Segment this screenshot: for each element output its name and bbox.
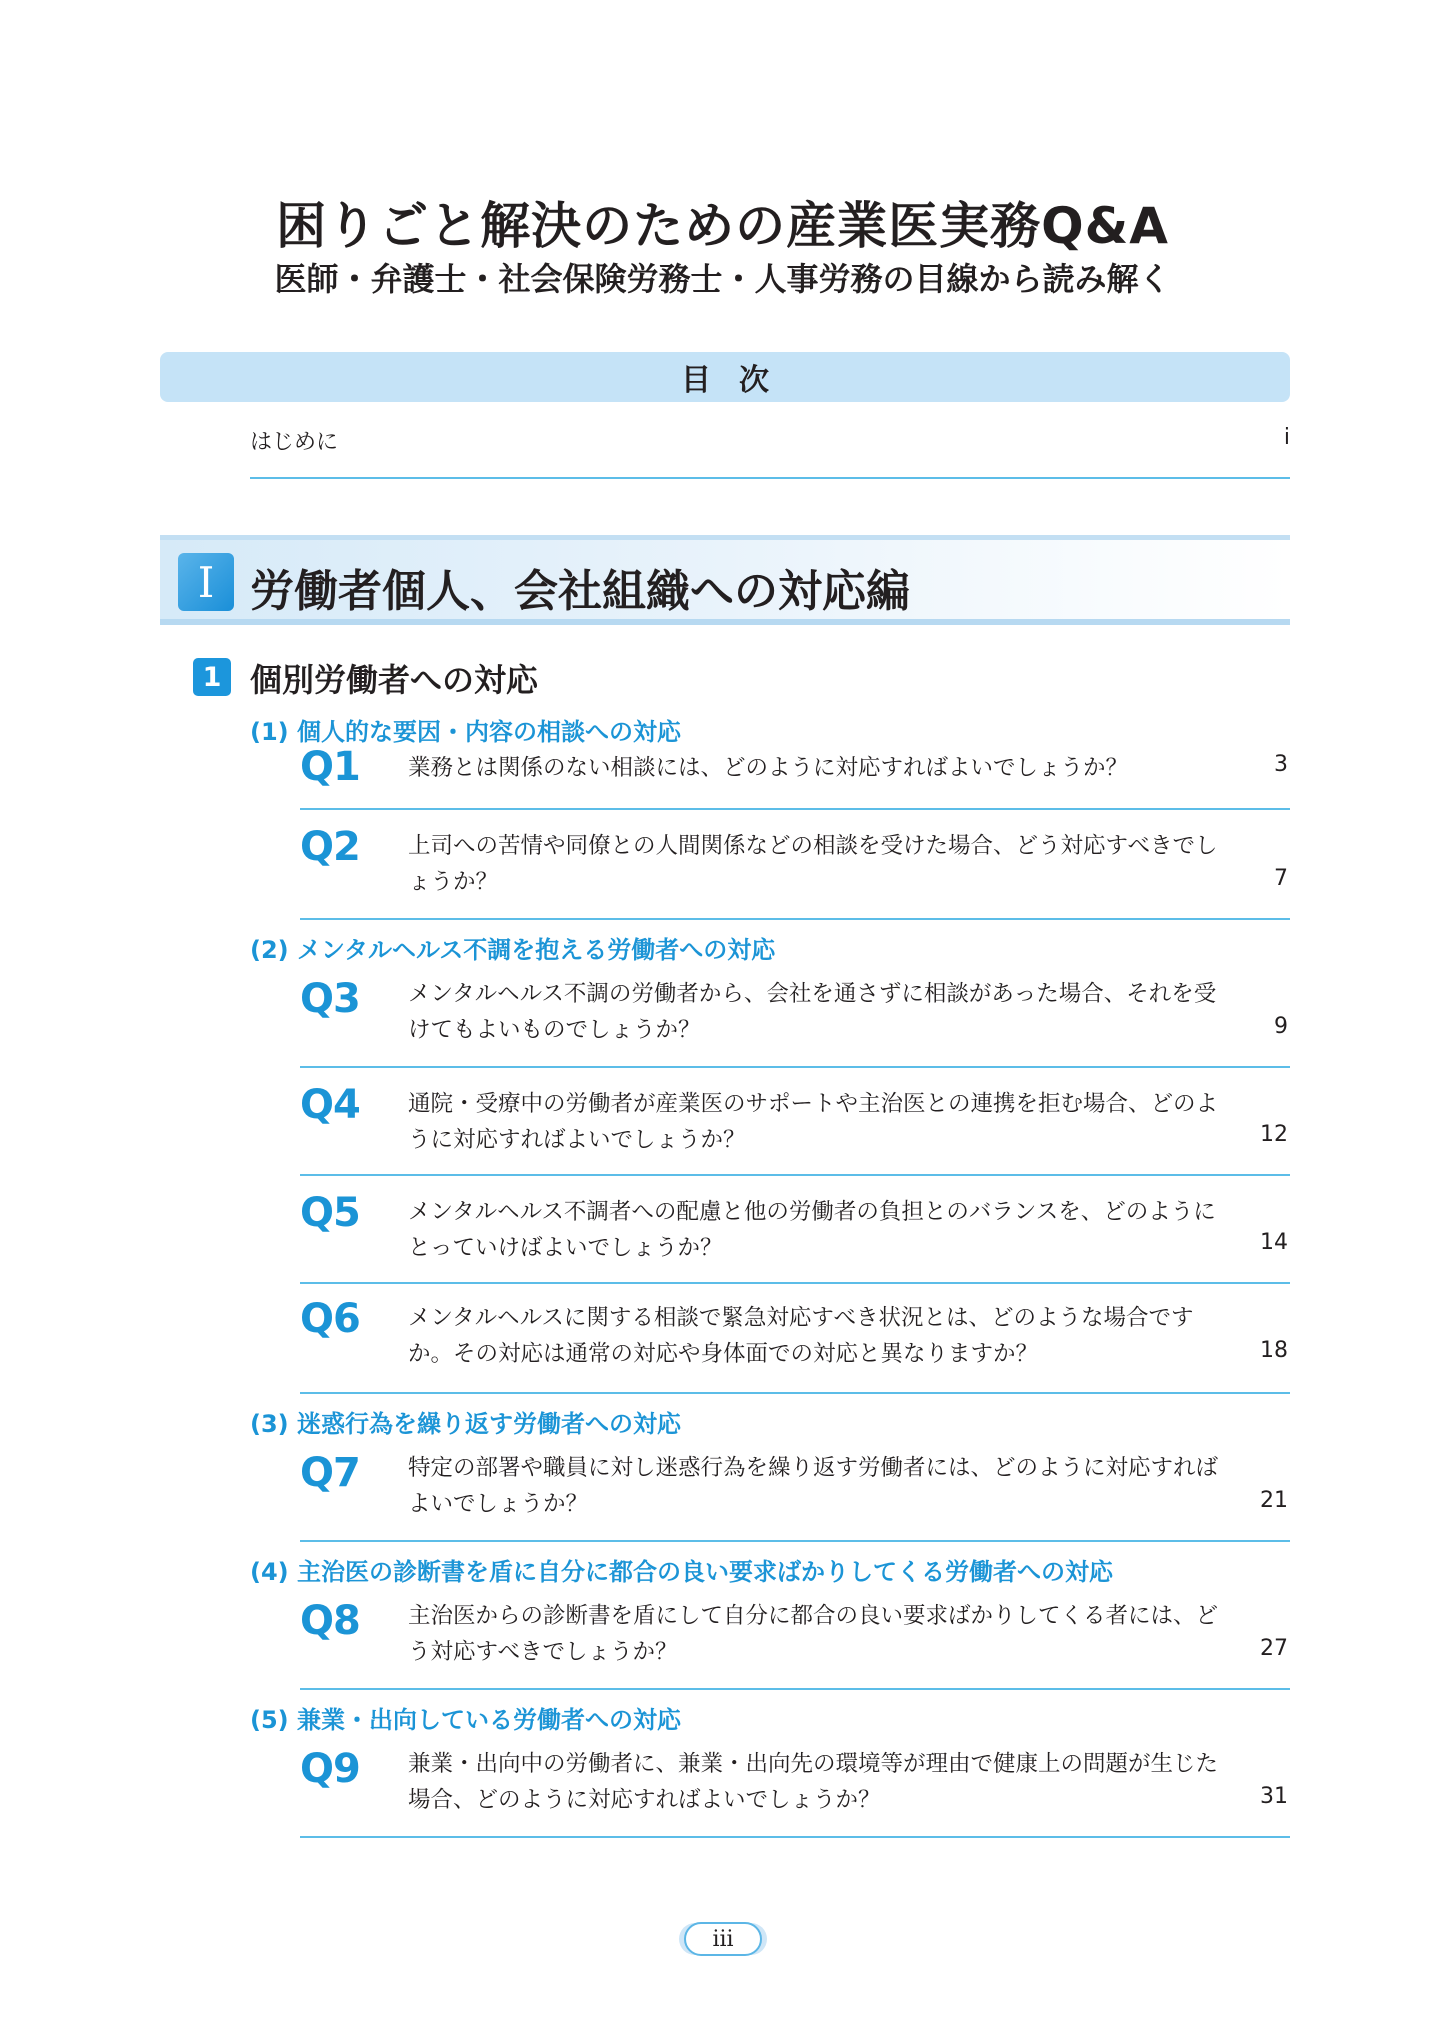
question-number: Q8 [300,1598,360,1644]
chapter-title: 個別労働者への対応 [250,661,539,699]
question-text: 特定の部署や職員に対し迷惑行為を繰り返す労働者には、どのように対応すればよいでしょうか？ [408,1455,1219,1517]
question-text: メンタルヘルスに関する相談で緊急対応すべき状況とは、どのような場合ですか。その対応は通常の対応や身体面での対応と異なりますか？ [408,1305,1194,1367]
toc-entry-q9[interactable] [300,1738,1290,1838]
toc-header-bar [160,352,1290,402]
question-number: Q5 [300,1190,360,1236]
question-number: Q1 [300,744,360,790]
question-text: 業務とは関係のない相談には、どのように対応すればよいでしょうか？ [408,755,1129,781]
toc-entry-q1[interactable] [300,744,1290,810]
toc-entry-q8[interactable] [300,1590,1290,1690]
question-text: メンタルヘルス不調の労働者から、会社を通さずに相談があった場合、それを受けてもよいものでしょうか？ [408,981,1217,1043]
question-number: Q2 [300,824,360,870]
toc-entry-q4[interactable] [300,1068,1290,1176]
question-text: 上司への苦情や同僚との人間関係などの相談を受けた場合、どう対応すべきでしょうか？ [408,833,1218,895]
toc-entry-q6[interactable] [300,1284,1290,1394]
toc-entry-q5[interactable] [300,1176,1290,1284]
question-page: 3 [1274,752,1288,777]
question-text: 兼業・出向中の労働者に、兼業・出向先の環境等が理由で健康上の問題が生じた場合、どのように対応すればよいでしょうか？ [408,1751,1219,1813]
book-subtitle: 医師・弁護士・社会保険労務士・人事労務の目線から読み解く [274,260,1171,298]
subsection-heading: (1) 個人的な要因・内容の相談への対応 [250,718,681,746]
question-text: 主治医からの診断書を盾にして自分に都合の良い要求ばかりしてくる者には、どう対応すべきでしょうか？ [408,1603,1219,1665]
subsection-heading: (4) 主治医の診断書を盾に自分に都合の良い要求ばかりしてくる労働者への対応 [250,1558,1113,1586]
question-page: 7 [1274,866,1288,891]
toc-entry-label: はじめに [250,430,339,455]
part-title: 労働者個人、会社組織への対応編 [250,566,910,617]
question-number: Q6 [300,1296,360,1342]
toc-heading: 目次 [681,363,797,398]
toc-entry-q3[interactable] [300,968,1290,1068]
subsection-heading: (2) メンタルヘルス不調を抱える労働者への対応 [250,936,776,964]
question-text: メンタルヘルス不調者への配慮と他の労働者の負担とのバランスを、どのようにとっていけばよいでしょうか？ [408,1199,1216,1261]
part-number-badge: I [178,553,234,611]
toc-entry-intro[interactable] [250,425,1290,479]
chapter-number-badge: 1 [193,658,231,696]
question-text: 通院・受療中の労働者が産業医のサポートや主治医との連携を拒む場合、どのように対応すればよいでしょうか？ [408,1091,1219,1153]
toc-entry-q7[interactable] [300,1442,1290,1542]
question-page: 12 [1260,1122,1288,1147]
question-number: Q4 [300,1082,360,1128]
book-title: 困りごと解決のための産業医実務Q&A [276,197,1169,255]
footer-page-number: iii [684,1922,762,1956]
subsection-heading: (3) 迷惑行為を繰り返す労働者への対応 [250,1410,681,1438]
question-page: 9 [1274,1014,1288,1039]
question-number: Q3 [300,976,360,1022]
question-page: 21 [1260,1488,1288,1513]
question-page: 14 [1260,1230,1288,1255]
question-page: 27 [1260,1636,1288,1661]
toc-entry-q2[interactable] [300,810,1290,920]
subsection-heading: (5) 兼業・出向している労働者への対応 [250,1706,681,1734]
toc-entry-page: i [1283,425,1290,450]
question-page: 31 [1260,1784,1288,1809]
question-number: Q7 [300,1450,360,1496]
question-page: 18 [1260,1338,1288,1363]
question-number: Q9 [300,1746,360,1792]
